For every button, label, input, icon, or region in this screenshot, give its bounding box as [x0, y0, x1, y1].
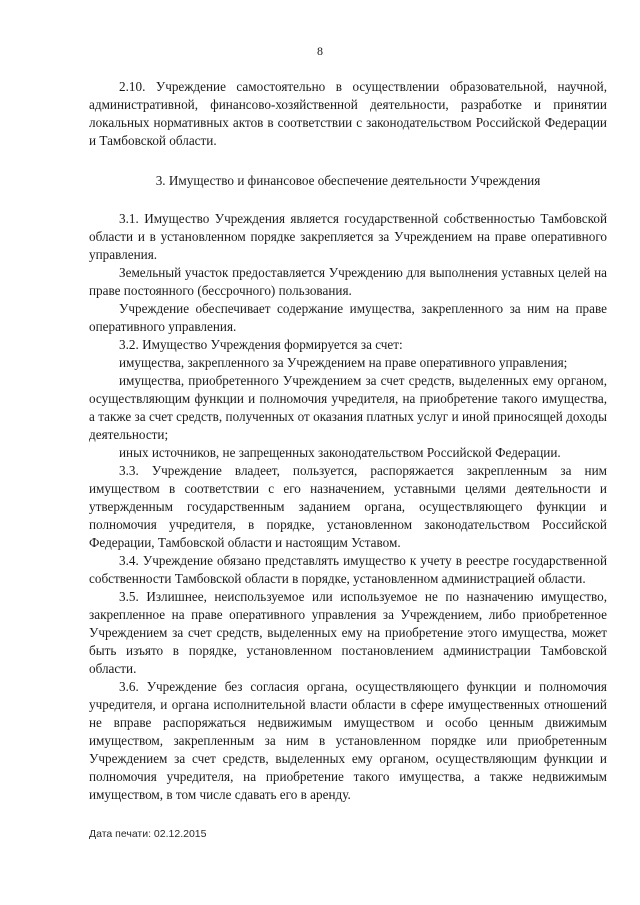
paragraph-3-2-item-3: иных источников, не запрещенных законодательством Российской Федерации.: [119, 445, 561, 460]
paragraph-3-1-maintenance: Учреждение обеспечивает содержание имущества, закрепленного за ним на праве оперативного управления.: [89, 301, 607, 334]
page-number: 8: [317, 44, 323, 58]
paragraph-3-2-item-1: имущества, закрепленного за Учреждением на праве оперативного управления;: [119, 355, 568, 370]
paragraph-3-2-item-2: имущества, приобретенного Учреждением за счет средств, выделенных ему органом, осуществляющим функции и полномочия учредителя, на приобретение такого имущества, а также за счет средств, полученных от оказания платных услуг и иной приносящей доходы деятельности;: [89, 373, 607, 442]
paragraph-3-6: 3.6. Учреждение без согласия органа, осуществляющего функции и полномочия учредителя, и органа исполнительной власти области в сфере имущественных отношений не вправе распоряжаться недвижимым имуществом и особо ценным движимым имуществом, закрепленным за ним в установленном порядке или приобретенным Учреждением за счет средств, выделенных ему органом, осуществляющим функции и полномочия учредителя, на приобретение такого имущества, а также недвижимым имуществом, в том числе сдавать его в аренду.: [89, 679, 607, 802]
print-date: Дата печати: 02.12.2015: [89, 828, 207, 840]
paragraph-3-2: 3.2. Имущество Учреждения формируется за счет:: [119, 337, 403, 352]
paragraph-3-1-land: Земельный участок предоставляется Учреждению для выполнения уставных целей на праве постоянного (бессрочного) пользования.: [89, 265, 607, 298]
paragraph-3-1: 3.1. Имущество Учреждения является государственной собственностью Тамбовской области и в установленном порядке закрепляется за Учреждением на праве оперативного управления.: [89, 211, 607, 262]
document-body: [89, 78, 607, 804]
section-3-heading: 3. Имущество и финансовое обеспечение деятельности Учреждения: [155, 173, 541, 188]
paragraph-2-10: 2.10. Учреждение самостоятельно в осуществлении образовательной, научной, административной, финансово-хозяйственной деятельности, разработке и принятии локальных нормативных актов в соответствии с законодательством Российской Федерации и Тамбовской области.: [89, 79, 607, 148]
paragraph-3-3: 3.3. Учреждение владеет, пользуется, распоряжается закрепленным за ним имуществом в соответствии с его назначением, уставными целями деятельности и утвержденным государственным заданием органа, осуществляющего функции и полномочия учредителя, в порядке, установленном законодательством Российской Федерации, Тамбовской области и настоящим Уставом.: [89, 463, 607, 550]
paragraph-3-4: 3.4. Учреждение обязано представлять имущество к учету в реестре государственной собственности Тамбовской области в порядке, установленном администрацией области.: [89, 553, 607, 586]
paragraph-3-5: 3.5. Излишнее, неиспользуемое или используемое не по назначению имущество, закрепленное на праве оперативного управления за Учреждением, либо приобретенное Учреждением за счет средств, выделенных ему на приобретение этого имущества, может быть изъято в порядке, установленном постановлением администрации Тамбовской области.: [89, 589, 607, 676]
